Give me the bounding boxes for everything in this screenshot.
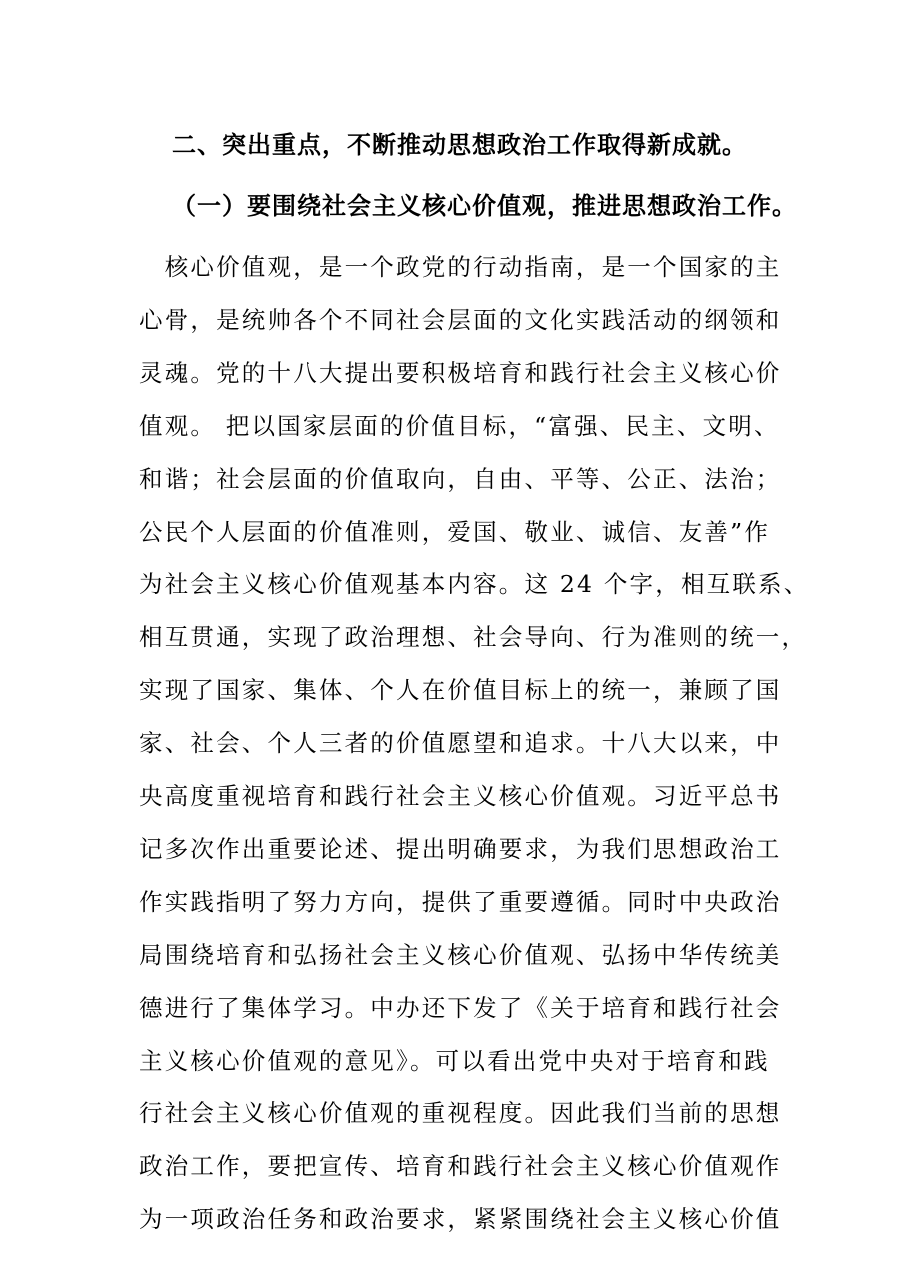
body-text-line: 心骨，是统帅各个不同社会层面的文化实践活动的纲领和 (139, 306, 782, 334)
body-text-line: 行社会主义核心价值观的重视程度。因此我们当前的思想 (139, 1099, 782, 1127)
body-text-line: 为一项政治任务和政治要求，紧紧围绕社会主义核心价值 (139, 1205, 782, 1233)
body-text-line: 灵魂。党的十八大提出要积极培育和践行社会主义核心价 (139, 359, 782, 387)
body-text-line: 核心价值观，是一个政党的行动指南，是一个国家的主 (139, 253, 782, 281)
body-text-line: 记多次作出重要论述、提出明确要求，为我们思想政治工 (139, 835, 782, 863)
body-text-line: 为社会主义核心价值观基本内容。这 24 个字，相互联系、 (139, 570, 810, 598)
body-text-line: 和谐；社会层面的价值取向，自由、平等、公正、法治； (139, 465, 782, 493)
subsection-heading: （一）要围绕社会主义核心价值观，推进思想政治工作。 (172, 191, 797, 220)
body-text-line: 相互贯通，实现了政治理想、社会导向、行为准则的统一， (139, 623, 808, 651)
body-text-line: 主义核心价值观的意见》。可以看出党中央对于培育和践 (139, 1047, 770, 1075)
body-text-line: 实现了国家、集体、个人在价值目标上的统一，兼顾了国 (139, 676, 782, 704)
body-text-line: 局围绕培育和弘扬社会主义核心价值观、弘扬中华传统美 (139, 941, 782, 969)
section-heading: 二、突出重点，不断推动思想政治工作取得新成就。 (172, 130, 747, 159)
body-text-line: 公民个人层面的价值准则，爱国、敬业、诚信、友善”作 (139, 518, 771, 546)
body-text-line: 央高度重视培育和践行社会主义核心价值观。习近平总书 (139, 782, 782, 810)
body-text-line: 德进行了集体学习。中办还下发了《关于培育和践行社会 (139, 994, 782, 1022)
body-text-line: 值观。 把以国家层面的价值目标，“富强、民主、文明、 (139, 412, 780, 440)
body-text-line: 作实践指明了努力方向，提供了重要遵循。同时中央政治 (139, 888, 782, 916)
body-text-line: 政治工作，要把宣传、培育和践行社会主义核心价值观作 (139, 1152, 782, 1180)
body-text-line: 家、社会、个人三者的价值愿望和追求。十八大以来，中 (139, 729, 782, 757)
